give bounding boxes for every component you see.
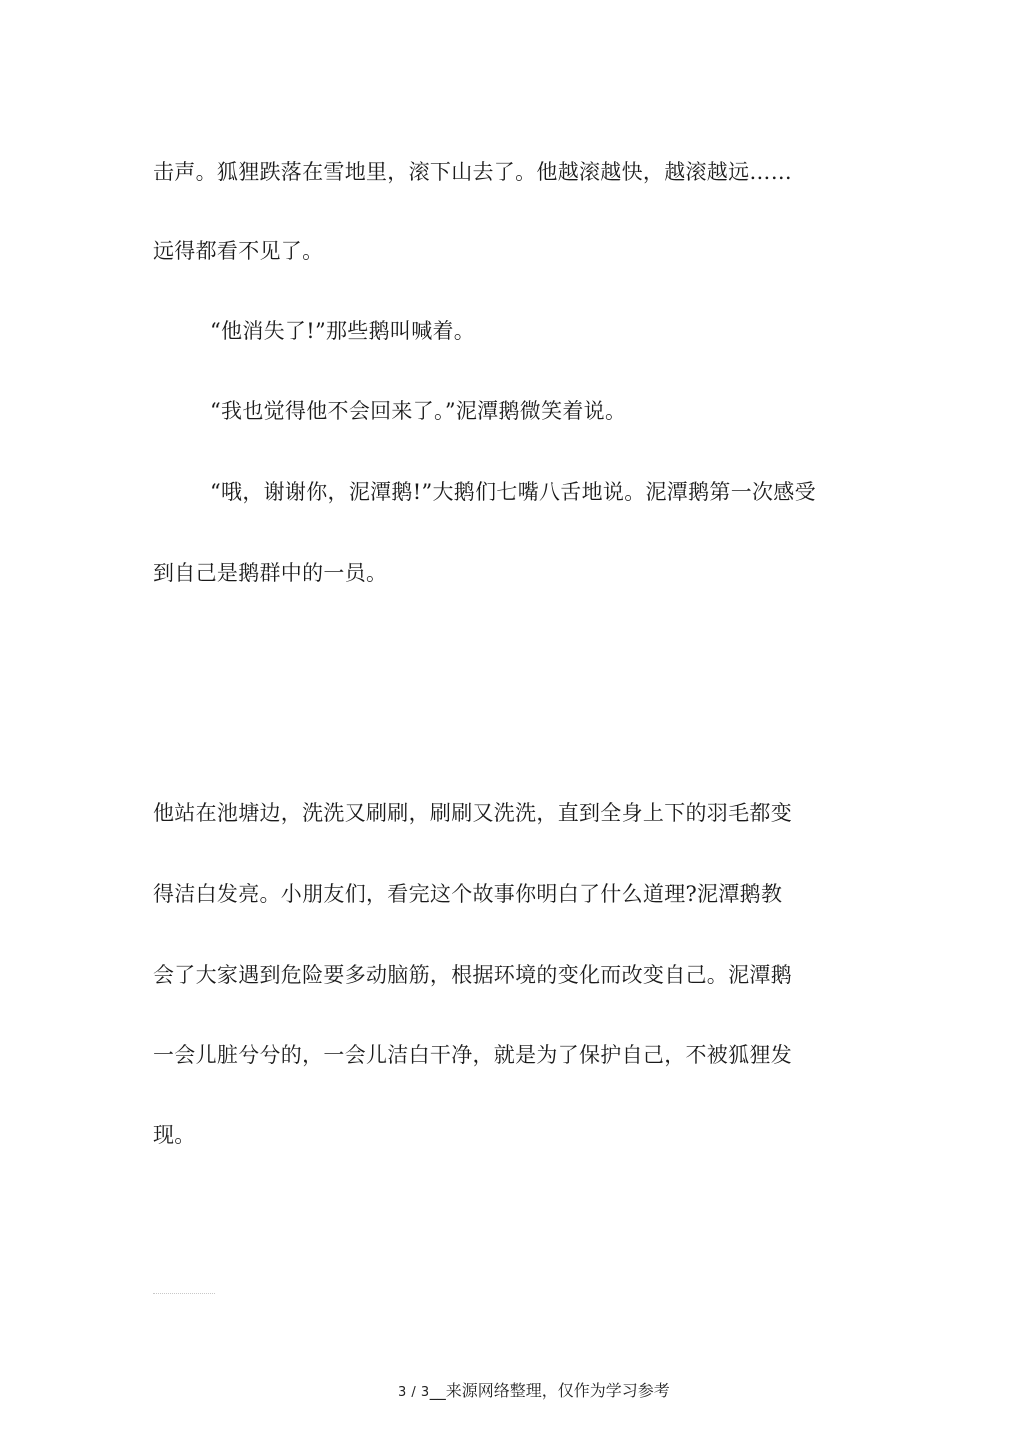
page-footer: [398, 1380, 670, 1402]
paragraph-1-line-1: 击声。狐狸跌落在雪地里，滚下山去了。他越滚越快，越滚越远……: [153, 160, 792, 184]
paragraph-5-line-3: 会了大家遇到危险要多动脑筋，根据环境的变化而改变自己。泥潭鹅: [153, 963, 792, 987]
paragraph-5-line-2: 得洁白发亮。小朋友们，看完这个故事你明白了什么道理?泥潭鹅教: [153, 882, 783, 906]
paragraph-4-line-2: 到自己是鹅群中的一员。: [153, 561, 388, 585]
paragraph-5-line-4: 一会儿脏兮兮的，一会儿洁白干净，就是为了保护自己，不被狐狸发: [153, 1043, 792, 1067]
paragraph-2: “他消失了!”那些鹅叫喊着。: [210, 319, 476, 343]
dotted-divider: [153, 1293, 215, 1294]
paragraph-5-line-1: 他站在池塘边，洗洗又刷刷，刷刷又洗洗，直到全身上下的羽毛都变: [153, 801, 792, 825]
paragraph-5-line-5: 现。: [153, 1123, 196, 1147]
paragraph-4-line-1: “哦，谢谢你，泥潭鹅!”大鹅们七嘴八舌地说。泥潭鹅第一次感受: [210, 480, 816, 504]
page-number: 3 / 3: [398, 1385, 430, 1400]
paragraph-1-line-2: 远得都看不见了。: [153, 239, 324, 263]
footer-source-text: __来源网络整理，仅作为学习参考: [429, 1381, 670, 1400]
paragraph-3: “我也觉得他不会回来了。”泥潭鹅微笑着说。: [210, 399, 627, 423]
